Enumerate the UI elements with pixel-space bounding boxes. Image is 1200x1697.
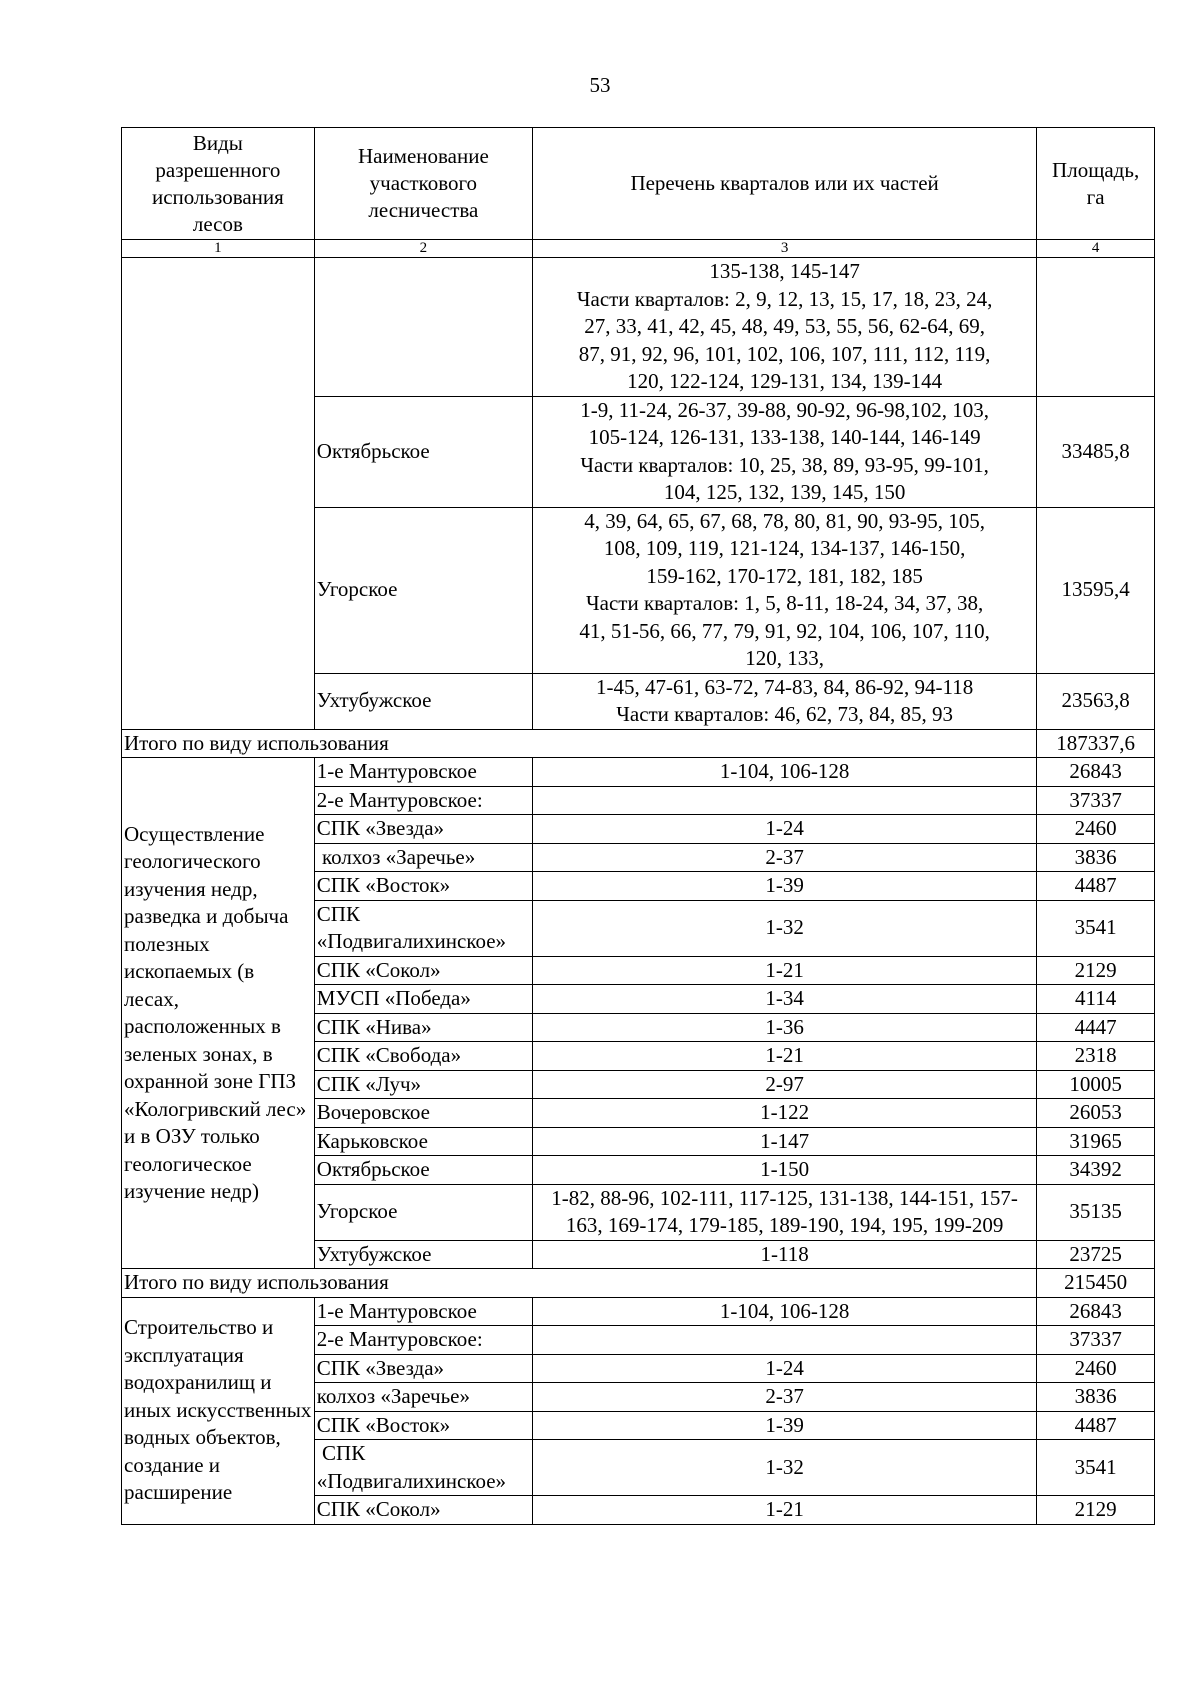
forestry-name: Октябрьское (314, 396, 532, 507)
column-number: 2 (314, 240, 532, 258)
area-value (1037, 258, 1155, 397)
header-forestry-name: Наименование участкового лесничества (314, 128, 532, 240)
quarters-list: 1-36 (532, 1013, 1036, 1042)
forestry-name: СПК «Восток» (314, 1411, 532, 1440)
quarters-list: 1-118 (532, 1240, 1036, 1269)
forestry-name (314, 258, 532, 397)
quarters-list: 1-147 (532, 1127, 1036, 1156)
forestry-name: Угорское (314, 1184, 532, 1240)
forestry-name: 2-е Мантуровское: (314, 1326, 532, 1355)
quarters-list: 1-39 (532, 872, 1036, 901)
quarters-list (532, 786, 1036, 815)
total-row (122, 729, 1155, 758)
forestry-name: 2-е Мантуровское: (314, 786, 532, 815)
quarters-list: 2-97 (532, 1070, 1036, 1099)
column-number: 4 (1037, 240, 1155, 258)
quarters-list: 1-24 (532, 1354, 1036, 1383)
total-row (122, 1269, 1155, 1298)
area-value: 37337 (1037, 786, 1155, 815)
forestry-name: Ухтубужское (314, 673, 532, 729)
quarters-list: 1-39 (532, 1411, 1036, 1440)
area-value: 26843 (1037, 758, 1155, 787)
forestry-name: СПК «Звезда» (314, 1354, 532, 1383)
quarters-list: 2-37 (532, 1383, 1036, 1412)
area-value: 3836 (1037, 843, 1155, 872)
forestry-name: колхоз «Заречье» (314, 1383, 532, 1412)
table-header-row (122, 128, 1155, 240)
forestry-name: СПК «Свобода» (314, 1042, 532, 1071)
area-value: 2460 (1037, 815, 1155, 844)
area-value: 34392 (1037, 1156, 1155, 1185)
total-label: Итого по виду использования (122, 729, 1037, 758)
quarters-list (532, 1326, 1036, 1355)
area-value: 23725 (1037, 1240, 1155, 1269)
area-value: 33485,8 (1037, 396, 1155, 507)
forestry-name: 1-е Мантуровское (314, 758, 532, 787)
total-label: Итого по виду использования (122, 1269, 1037, 1298)
quarters-list: 1-150 (532, 1156, 1036, 1185)
forestry-name: СПК «Подвигалихинское» (314, 900, 532, 956)
quarters-list: 135-138, 145-147 Части кварталов: 2, 9, 12, 13, 15, 17, 18, 23, 24, 27, 33, 41, 42, 45, 48, 49, 53, 55, 56, 62-64, 69, 87, 91, 92, 96, 101, 102, 106, 107, 111, 112, 119, 120, 122-124, 129-131, 134, 139-144 (532, 258, 1036, 397)
quarters-list: 1-21 (532, 956, 1036, 985)
forestry-name: Вочеровское (314, 1099, 532, 1128)
area-value: 4114 (1037, 985, 1155, 1014)
area-value: 4487 (1037, 1411, 1155, 1440)
area-value: 23563,8 (1037, 673, 1155, 729)
table-row (122, 1297, 1155, 1326)
area-value: 37337 (1037, 1326, 1155, 1355)
kind-of-use: Строительство и эксплуатация водохранилищ и иных искусственных водных объектов, создание и расширение (122, 1297, 315, 1524)
quarters-list: 1-45, 47-61, 63-72, 74-83, 84, 86-92, 94-118 Части кварталов: 46, 62, 73, 84, 85, 93 (532, 673, 1036, 729)
forestry-name: колхоз «Заречье» (314, 843, 532, 872)
area-value: 4447 (1037, 1013, 1155, 1042)
kind-of-use-cell (122, 258, 315, 730)
quarters-list: 1-32 (532, 1440, 1036, 1496)
page-number: 53 (589, 73, 611, 97)
quarters-list: 1-104, 106-128 (532, 758, 1036, 787)
forestry-name: Октябрьское (314, 1156, 532, 1185)
area-value: 2460 (1037, 1354, 1155, 1383)
area-value: 26053 (1037, 1099, 1155, 1128)
forestry-name: СПК «Подвигалихинское» (314, 1440, 532, 1496)
column-number: 3 (532, 240, 1036, 258)
header-kind-of-use: Виды разрешенного использования лесов (122, 128, 315, 240)
forestry-name: Угорское (314, 507, 532, 673)
total-value: 187337,6 (1037, 729, 1155, 758)
forestry-name: СПК «Звезда» (314, 815, 532, 844)
area-value: 31965 (1037, 1127, 1155, 1156)
quarters-list: 1-24 (532, 815, 1036, 844)
quarters-list: 1-32 (532, 900, 1036, 956)
total-value: 215450 (1037, 1269, 1155, 1298)
header-quarters-list: Перечень кварталов или их частей (532, 128, 1036, 240)
quarters-list: 1-21 (532, 1496, 1036, 1525)
forestry-name: Карьковское (314, 1127, 532, 1156)
forest-use-table (121, 127, 1155, 1525)
table-row (122, 258, 1155, 397)
forestry-name: СПК «Луч» (314, 1070, 532, 1099)
area-value: 10005 (1037, 1070, 1155, 1099)
area-value: 26843 (1037, 1297, 1155, 1326)
quarters-list: 2-37 (532, 843, 1036, 872)
area-value: 3541 (1037, 1440, 1155, 1496)
forestry-name: Ухтубужское (314, 1240, 532, 1269)
table-row (122, 758, 1155, 787)
column-number: 1 (122, 240, 315, 258)
forestry-name: СПК «Восток» (314, 872, 532, 901)
forestry-name: СПК «Нива» (314, 1013, 532, 1042)
area-value: 3541 (1037, 900, 1155, 956)
area-value: 4487 (1037, 872, 1155, 901)
forestry-name: МУСП «Победа» (314, 985, 532, 1014)
kind-of-use: Осуществление геологического изучения недр, разведка и добыча полезных ископаемых (в лесах, расположенных в зеленых зонах, в охранной зоне ГПЗ «Кологривский лес» и в ОЗУ только геологическое изучение недр) (122, 758, 315, 1269)
area-value: 2318 (1037, 1042, 1155, 1071)
area-value: 13595,4 (1037, 507, 1155, 673)
forestry-name: 1-е Мантуровское (314, 1297, 532, 1326)
quarters-list: 1-82, 88-96, 102-111, 117-125, 131-138, 144-151, 157-163, 169-174, 179-185, 189-190, 194, 195, 199-209 (532, 1184, 1036, 1240)
quarters-list: 1-104, 106-128 (532, 1297, 1036, 1326)
column-number-row (122, 240, 1155, 258)
area-value: 2129 (1037, 956, 1155, 985)
quarters-list: 1-122 (532, 1099, 1036, 1128)
forestry-name: СПК «Сокол» (314, 1496, 532, 1525)
forestry-name: СПК «Сокол» (314, 956, 532, 985)
area-value: 35135 (1037, 1184, 1155, 1240)
header-area: Площадь, га (1037, 128, 1155, 240)
quarters-list: 4, 39, 64, 65, 67, 68, 78, 80, 81, 90, 93-95, 105, 108, 109, 119, 121-124, 134-137, 146-150, 159-162, 170-172, 181, 182, 185 Части кварталов: 1, 5, 8-11, 18-24, 34, 37, 38, 41, 51-56, 66, 77, 79, 91, 92, 104, 106, 107, 110, 120, 133, (532, 507, 1036, 673)
quarters-list: 1-9, 11-24, 26-37, 39-88, 90-92, 96-98,102, 103, 105-124, 126-131, 133-138, 140-144, 146-149 Части кварталов: 10, 25, 38, 89, 93-95, 99-101, 104, 125, 132, 139, 145, 150 (532, 396, 1036, 507)
area-value: 2129 (1037, 1496, 1155, 1525)
quarters-list: 1-21 (532, 1042, 1036, 1071)
quarters-list: 1-34 (532, 985, 1036, 1014)
area-value: 3836 (1037, 1383, 1155, 1412)
